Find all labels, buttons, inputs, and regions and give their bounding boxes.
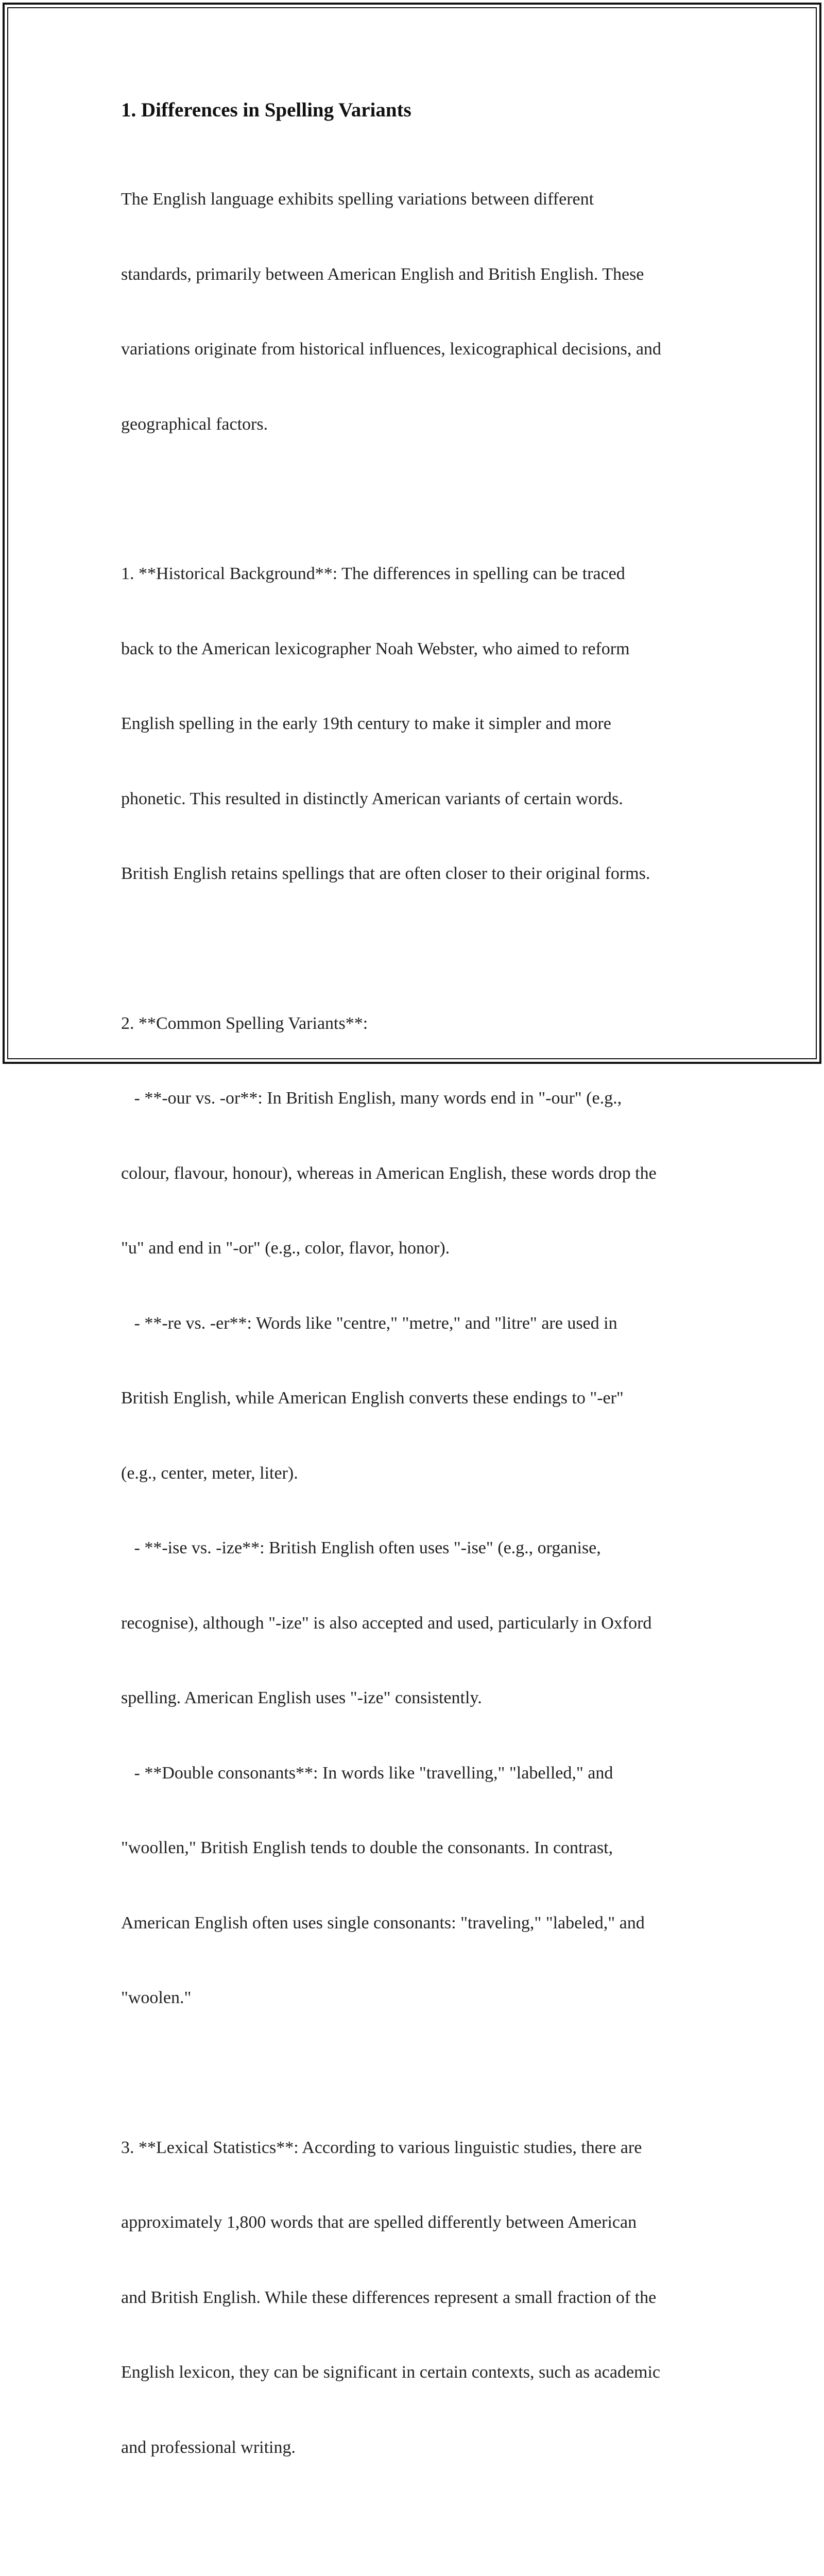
- text-line: standards, primarily between American English and British English. These: [121, 264, 644, 284]
- text-line: British English retains spellings that are often closer to their original forms.: [121, 864, 650, 883]
- text-line: back to the American lexicographer Noah Webster, who aimed to reform: [121, 639, 630, 658]
- historical-background-paragraph: [121, 512, 713, 937]
- text-line: spelling. American English uses "-ize" consistently.: [121, 1688, 482, 1707]
- text-line: The English language exhibits spelling variations between different: [121, 190, 594, 209]
- text-line: English lexicon, they can be significant in certain contexts, such as academic: [121, 2363, 661, 2382]
- text-line: approximately 1,800 words that are spelled differently between American: [121, 2213, 637, 2232]
- text-line: English spelling in the early 19th century to make it simpler and more: [121, 714, 611, 733]
- text-line: 2. **Common Spelling Variants**:: [121, 1013, 368, 1033]
- text-line: colour, flavour, honour), whereas in American English, these words drop the: [121, 1163, 657, 1183]
- lexical-statistics-paragraph: [121, 2086, 713, 2511]
- common-variants-paragraph: [121, 961, 713, 2061]
- text-line: British English, while American English converts these endings to "-er": [121, 1388, 624, 1408]
- text-line: - **-ise vs. -ize**: British English often uses "-ise" (e.g., organise,: [121, 1538, 601, 1557]
- intro-paragraph: [121, 137, 713, 487]
- text-line: and British English. While these differences represent a small fraction of the: [121, 2287, 657, 2307]
- text-line: geographical factors.: [121, 414, 268, 434]
- text-line: (e.g., center, meter, liter).: [121, 1463, 298, 1483]
- text-line: - **Double consonants**: In words like "travelling," "labelled," and: [121, 1763, 613, 1783]
- text-line: and professional writing.: [121, 2437, 296, 2457]
- text-line: phonetic. This resulted in distinctly American variants of certain words.: [121, 789, 623, 808]
- section-heading: 1. Differences in Spelling Variants: [121, 99, 411, 121]
- text-line: 3. **Lexical Statistics**: According to various linguistic studies, there are: [121, 2138, 642, 2157]
- text-line: "u" and end in "-or" (e.g., color, flavor, honor).: [121, 1239, 450, 1258]
- text-line: "woollen," British English tends to double the consonants. In contrast,: [121, 1838, 613, 1857]
- text-line: recognise), although "-ize" is also accepted and used, particularly in Oxford: [121, 1613, 652, 1633]
- text-line: - **-our vs. -or**: In British English, many words end in "-our" (e.g.,: [121, 1089, 622, 1108]
- influence-paragraph: [121, 2535, 713, 2576]
- text-line: - **-re vs. -er**: Words like "centre," "metre," and "litre" are used in: [121, 1313, 617, 1333]
- text-line: "woolen.": [121, 1988, 192, 2007]
- text-line: American English often uses single consonants: "traveling," "labeled," and: [121, 1913, 645, 1933]
- document-body: [121, 97, 713, 2576]
- text-line: variations originate from historical influences, lexicographical decisions, and: [121, 340, 661, 359]
- text-line: 1. **Historical Background**: The differences in spelling can be traced: [121, 564, 625, 583]
